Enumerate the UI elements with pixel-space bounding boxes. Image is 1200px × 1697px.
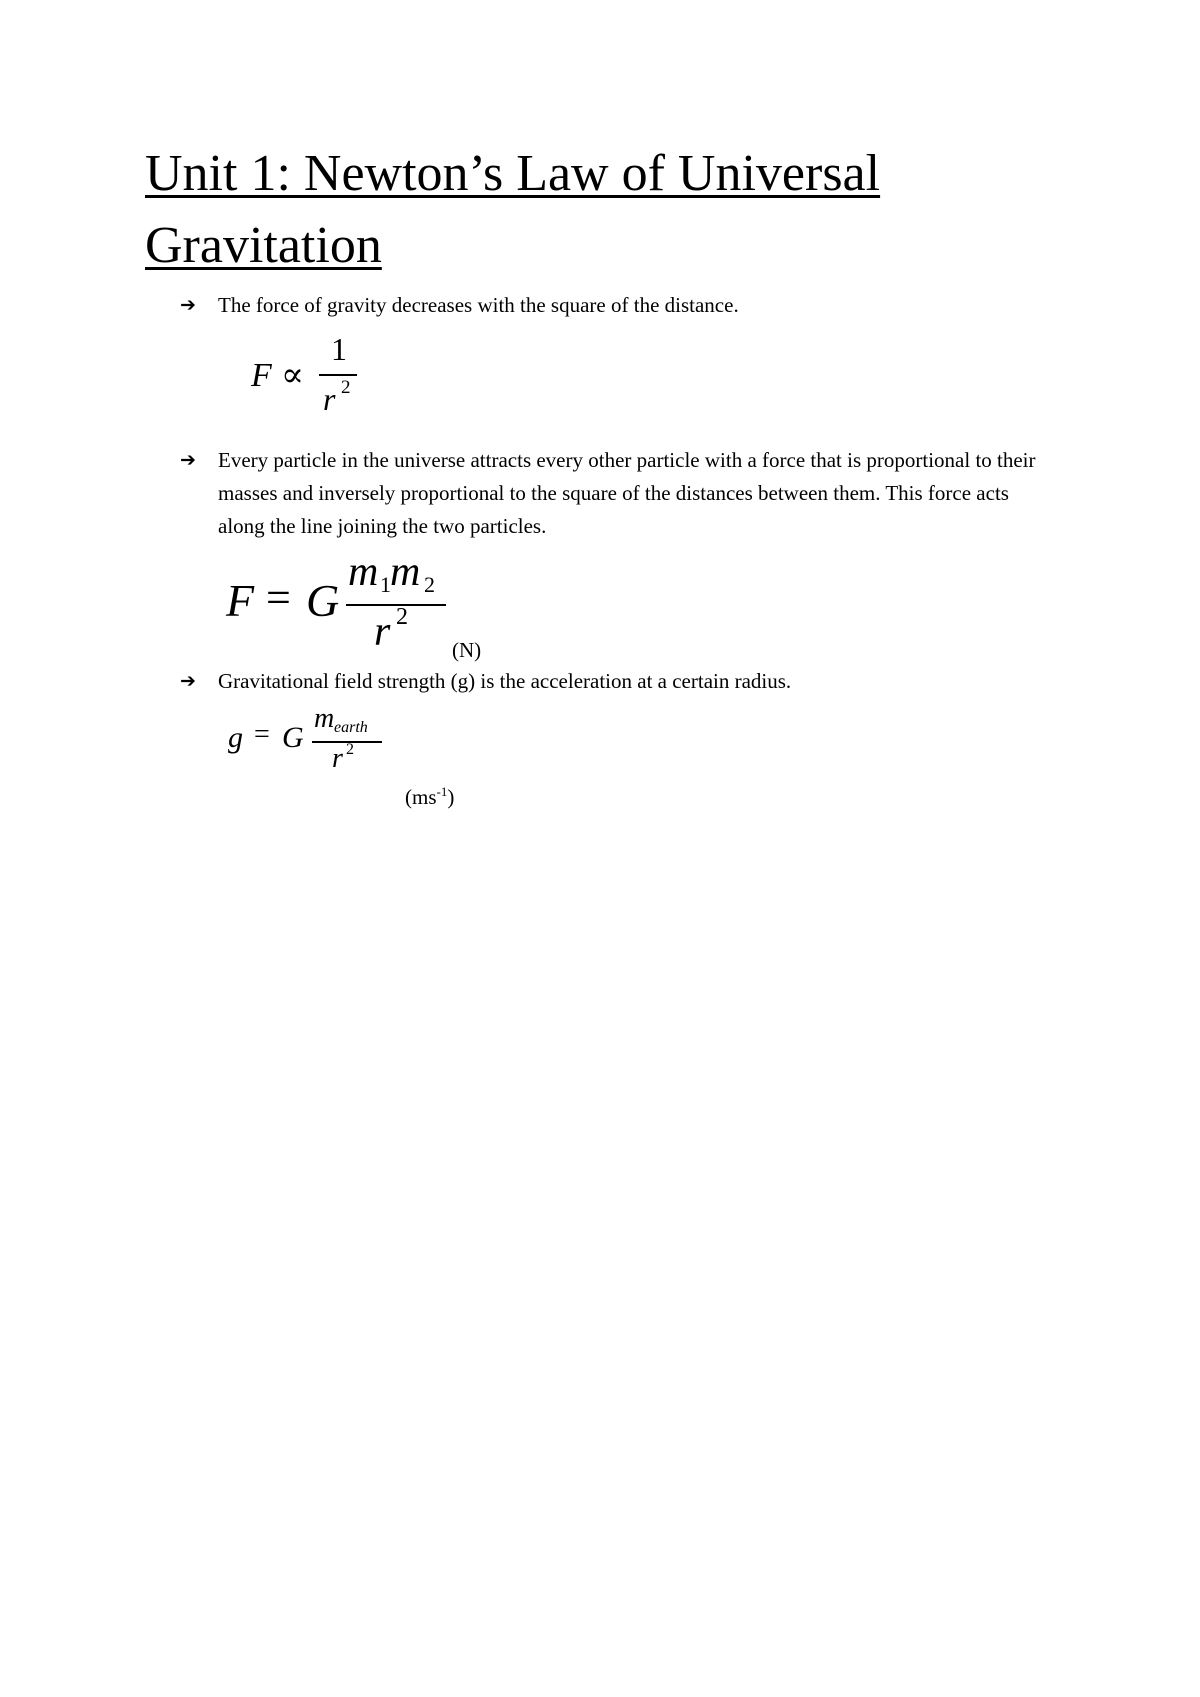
- formula-numerator: 1: [331, 331, 347, 367]
- formula-denominator-base: r: [323, 381, 336, 417]
- formula-constant: G: [282, 721, 304, 754]
- formula-mass-1-subscript: 1: [380, 572, 391, 597]
- bullet-text: Gravitational field strength (g) is the acceleration at a certain radius.: [218, 669, 792, 693]
- arrow-bullet-icon: ➔: [180, 294, 196, 316]
- unit-open: (ms: [405, 785, 437, 809]
- formula-field-strength: [228, 705, 408, 785]
- bullet-text: Every particle in the universe attracts every other particle with a force that is proportional to their masses and inversely proportional to the square of the distances between them. This force acts along the line joining the two particles.: [218, 448, 1036, 538]
- formula-lhs: g: [228, 721, 243, 754]
- formula-denominator-exponent: 2: [341, 377, 351, 398]
- formula-denominator-base: r: [374, 609, 391, 655]
- formula-lhs: F: [226, 575, 255, 626]
- unit-exponent: -1: [436, 784, 448, 799]
- formula-unit-acceleration: [405, 780, 454, 809]
- unit-close: ): [447, 785, 455, 809]
- fraction-line: [319, 374, 357, 376]
- bullet-item-gravity-distance: [180, 289, 1060, 322]
- formula-unit-newton: (N): [452, 638, 482, 662]
- formula-denominator-exponent: 2: [346, 741, 354, 758]
- formula-relation: =: [266, 573, 291, 622]
- formula-denominator-base: r: [332, 743, 343, 774]
- bullet-item-field-strength: [180, 665, 1060, 698]
- formula-inverse-square: [245, 331, 365, 425]
- arrow-bullet-icon: ➔: [180, 670, 196, 692]
- formula-relation: ∝: [281, 357, 305, 394]
- page-title: Unit 1: Newton’s Law of Universal Gravitation: [145, 145, 881, 274]
- formula-mass-1: m: [348, 549, 379, 595]
- formula-relation: =: [254, 719, 270, 750]
- bullet-item-universal-attraction: [180, 444, 1060, 543]
- formula-constant: G: [306, 575, 340, 626]
- formula-mass-2: m: [390, 549, 421, 595]
- formula-mass: m: [314, 703, 335, 734]
- formula-denominator-exponent: 2: [396, 604, 408, 630]
- formula-lhs: F: [251, 357, 272, 394]
- formula-mass-subscript: earth: [334, 719, 368, 736]
- formula-mass-2-subscript: 2: [424, 572, 435, 597]
- bullet-text: The force of gravity decreases with the square of the distance.: [218, 293, 739, 317]
- arrow-bullet-icon: ➔: [180, 449, 196, 471]
- formula-universal-gravitation: [222, 549, 482, 660]
